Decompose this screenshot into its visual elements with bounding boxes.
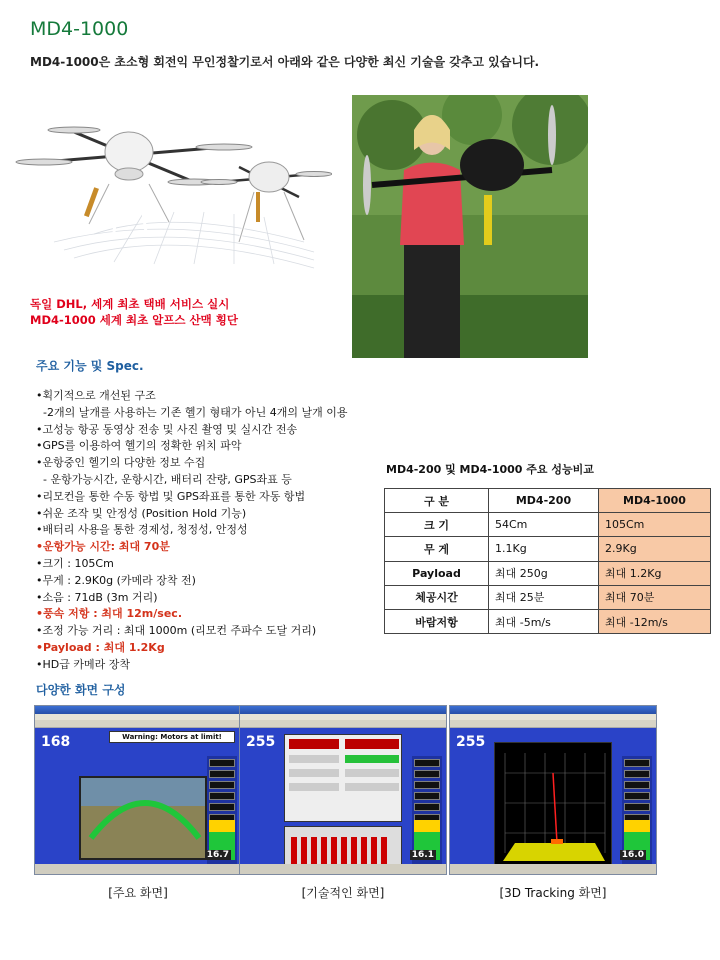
screens-heading: 다양한 화면 구성 [36,683,126,697]
screenshot-3d-tracking-screen [449,705,657,875]
row-label: Payload [385,561,489,585]
feature-item: •리모컨을 통한 수동 항법 및 GPS좌표를 통한 자동 항법 [36,489,306,503]
screenshot-technical-screen [239,705,447,875]
feature-item: •GPS를 이용하여 헬기의 정확한 위치 파악 [36,439,242,453]
feature-item: •크기 : 105Cm [36,556,114,570]
cell-md4-200: 54Cm [489,513,599,537]
feature-item: •쉬운 조작 및 안정성 (Position Hold 기능) [36,506,247,520]
heading-value: 255 [246,734,276,750]
table-title: MD4-200 및 MD4-1000 주요 성능비교 [386,463,594,476]
header-md4-200: MD4-200 [489,489,599,513]
header-category: 구 분 [385,489,489,513]
row-label: 체공시간 [385,585,489,609]
heading-value: 168 [41,734,71,750]
header-md4-1000: MD4-1000 [599,489,711,513]
feature-item: •운항중인 헬기의 다양한 정보 수집 [36,456,206,470]
cell-md4-200: 1.1Kg [489,537,599,561]
screenshot-main-screen [34,705,242,875]
heading-value: 255 [456,734,486,750]
row-label: 무 게 [385,537,489,561]
drone-product-photo [14,92,332,270]
red-caption [30,296,238,328]
feature-item: •풍속 저항 : 최대 12m/sec. [36,607,182,621]
caption-line: MD4-1000 세계 최초 알프스 산맥 횡단 [30,313,238,327]
cell-md4-1000: 2.9Kg [599,537,711,561]
table-row [385,585,711,609]
cell-md4-1000: 최대 -12m/s [599,609,711,633]
cell-md4-1000: 최대 1.2Kg [599,561,711,585]
spec-comparison-table [384,488,711,634]
feature-item: •조정 가능 거리 : 최대 1000m (리모컨 주파수 도달 거리) [36,624,317,638]
table-header-row [385,489,711,513]
cell-md4-200: 최대 25분 [489,585,599,609]
feature-item: •운항가능 시간: 최대 70분 [36,540,170,554]
screenshot-caption-technical: [기술적인 화면] [301,886,385,900]
feature-item: -2개의 날개를 사용하는 기존 헬기 형태가 아닌 4개의 날개 이용 [36,405,348,419]
screenshot-caption-3d: [3D Tracking 화면] [499,886,607,900]
feature-item: •무게 : 2.9K0g (카메라 장착 전) [36,573,196,587]
feature-item: •HD급 카메라 장착 [36,657,130,671]
bar-panel [284,826,402,866]
cell-md4-1000: 105Cm [599,513,711,537]
page-title: MD4-1000 [30,18,129,40]
table-row [385,609,711,633]
intro-text: MD4-1000은 초소형 회전익 무인정찰기로서 아래와 같은 다양한 최신 기술을 갖추고 있습니다. [30,55,540,69]
battery-value: 16.7 [206,850,229,860]
battery-value: 16.1 [411,850,434,860]
spec-heading: 주요 기능 및 Spec. [36,359,144,373]
tracking-view [494,742,612,866]
feature-item: •소음 : 71dB (3m 거리) [36,590,158,604]
cell-md4-1000: 최대 70분 [599,585,711,609]
feature-item: •획기적으로 개선된 구조 [36,389,156,402]
cell-md4-200: 최대 250g [489,561,599,585]
screenshot-caption-main: [주요 화면] [108,886,168,900]
table-row [385,513,711,537]
battery-value: 16.0 [621,850,644,860]
table-row [385,537,711,561]
table-row [385,561,711,585]
camera-view [79,776,207,860]
row-label: 크 기 [385,513,489,537]
feature-list [36,388,347,674]
row-label: 바람저항 [385,609,489,633]
cell-md4-200: 최대 -5m/s [489,609,599,633]
warning-banner: Warning: Motors at limit! [109,731,235,743]
woman-holding-drone-photo [352,95,588,358]
caption-line: 독일 DHL, 세계 최초 택배 서비스 실시 [30,297,230,311]
feature-item: •배터리 사용을 통한 경제성, 청정성, 안정성 [36,523,248,537]
feature-item: •Payload : 최대 1.2Kg [36,640,165,654]
feature-item: •고성능 항공 동영상 전송 및 사진 촬영 및 실시간 전송 [36,422,298,436]
data-panel [284,734,402,822]
feature-item: - 운항가능시간, 운항시간, 배터리 잔량, GPS좌표 등 [36,472,292,486]
